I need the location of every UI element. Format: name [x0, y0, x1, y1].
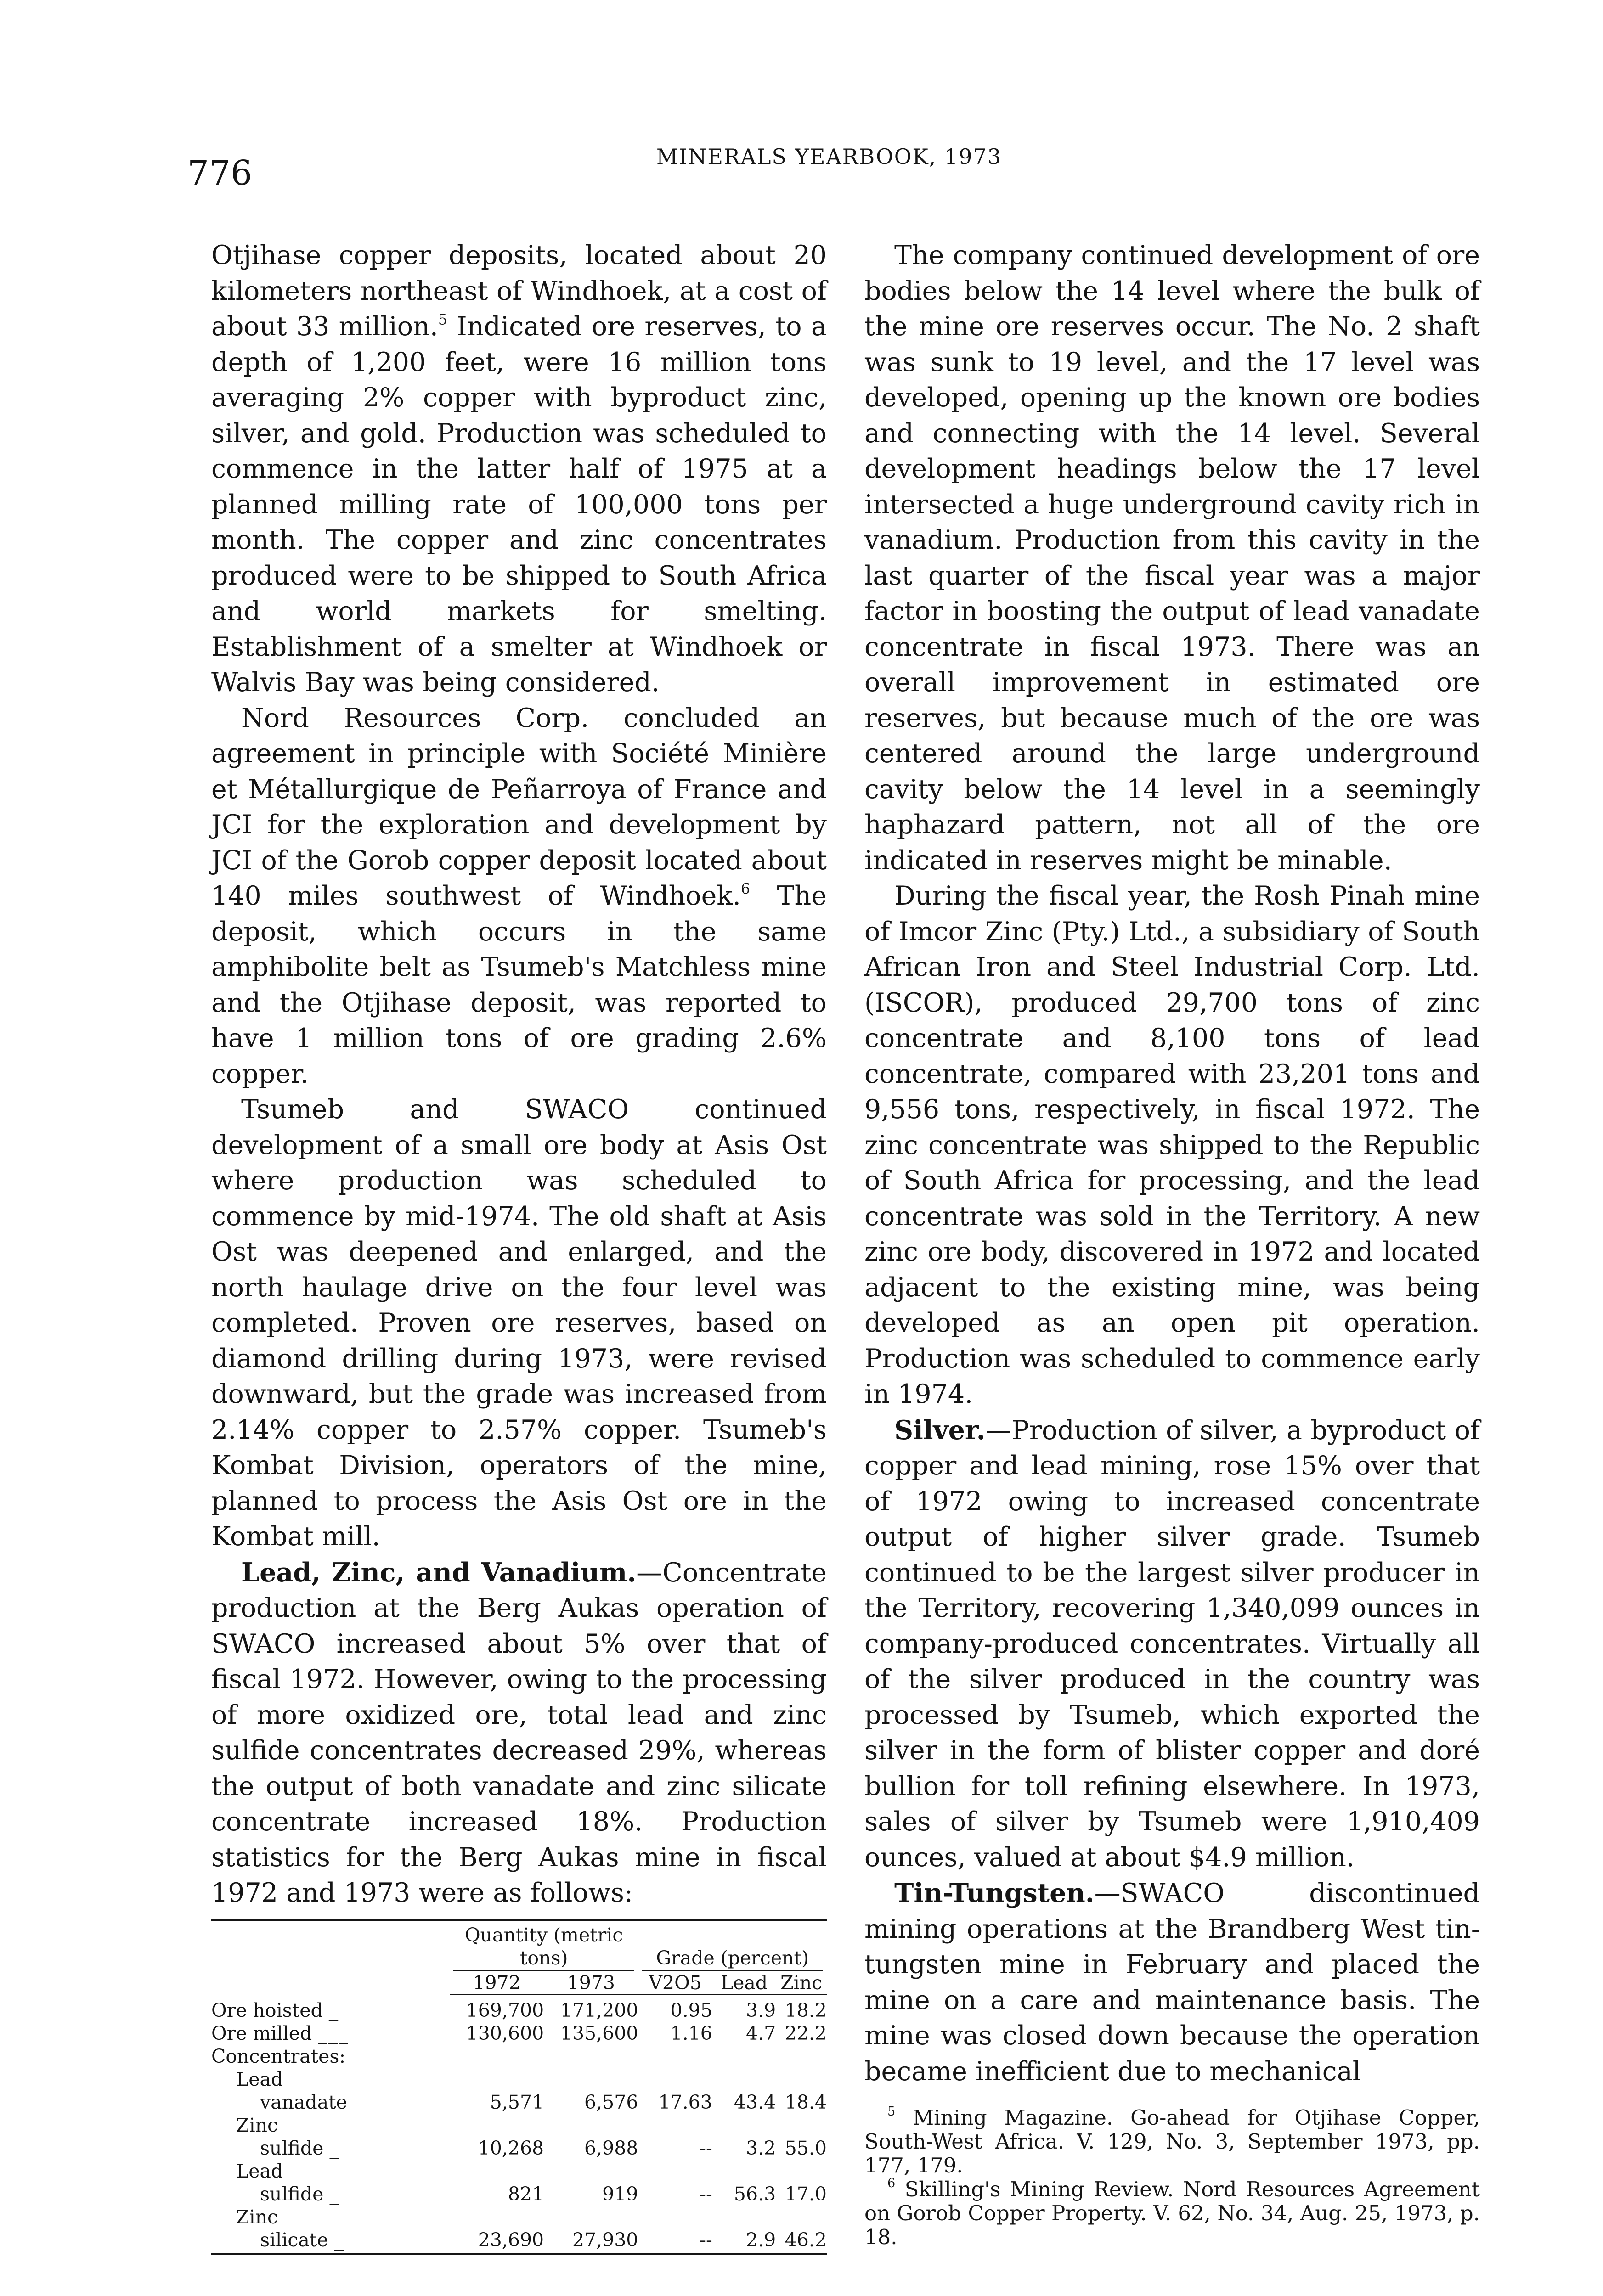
cell-v2o5: 1.16 — [670, 2022, 712, 2044]
paragraph-tin-tungsten — [864, 1875, 1480, 2089]
table-section-row — [211, 2045, 827, 2068]
cell-q1972: 23,690 — [478, 2228, 544, 2251]
row-label-line1: Zinc — [236, 2206, 278, 2228]
footnote-6 — [864, 2178, 1480, 2249]
paragraph-company-development: The company continued development of ore bodies below the 14 level where the bulk of the mine ore reserves occur. The No. 2 shaft was sunk to 19 level, and the 17 level was developed, opening up the known ore bodies and connecting with the 14 level. Several development headings below the 17 level intersected a huge underground cavity rich in vanadium. Production from this cavity in the last quarter of the fiscal year was a major factor in boosting the output of lead vanadate concentrate in fiscal 1973. There was an overall improvement in estimated ore reserves, but because much of the ore was centered around the large underground cavity below the 14 level in a seemingly haphazard pattern, not all of the ore indicated in reserves might be minable. — [864, 240, 1480, 876]
paragraph-rosh-pinah: During the fiscal year, the Rosh Pinah mine of Imcor Zinc (Pty.) Ltd., a subsidiary of South African Iron and Steel Industrial Corp. Ltd. (ISCOR), produced 29,700 tons of zinc concentrate and 8,100 tons of lead concentrate, compared with 23,201 tons and 9,556 tons, respectively, in fiscal 1972. The zinc concentrate was shipped to the Republic of South Africa for processing, and the lead concentrate was sold in the Territory. A new zinc ore body, discovered in 1972 and located adjacent to the existing mine, was being developed as an open pit operation. Production was scheduled to commence early in 1974. — [864, 881, 1480, 1409]
row-label-line1: Lead — [236, 2068, 283, 2090]
table-group-header — [211, 1924, 827, 1971]
cell-q1973: 919 — [602, 2183, 638, 2205]
paragraph-nord-resources — [211, 701, 827, 1092]
table-row — [211, 1995, 827, 2022]
table-row — [211, 2228, 827, 2251]
cell-q1973: 171,200 — [560, 1999, 638, 2021]
footnote-ref: 6 — [741, 881, 750, 898]
paragraph-text: Nord Resources Corp. concluded an agreement in principle with Société Minière et Métallurgique de Peñarroya of France and JCI for the exploration and development by JCI of the Gorob copper deposit located about 140 miles southwest of Windhoek. — [211, 703, 827, 911]
paragraph-text: —Concentrate production at the Berg Aukas operation of SWACO increased about 5% over that of fiscal 1972. However, owing to the processing of more oxidized ore, total lead and zinc sulfide concentrates decreased 29%, whereas the output of both vanadate and zinc silicate concentrate increased 18%. Production statistics for the Berg Aukas mine in fiscal 1972 and 1973 were as follows: — [211, 1557, 827, 1908]
cell-v2o5: 17.63 — [658, 2091, 712, 2113]
paragraph-otjihase — [211, 238, 827, 701]
cell-q1972: 169,700 — [466, 1999, 544, 2021]
cell-lead: 4.7 — [746, 2022, 776, 2044]
cell-zinc: 22.2 — [785, 2022, 827, 2044]
cell-zinc: 18.4 — [785, 2091, 827, 2113]
cell-zinc: 55.0 — [785, 2137, 827, 2159]
table-row-label-top — [211, 2206, 827, 2228]
cell-lead: 56.3 — [734, 2183, 776, 2205]
cell-lead: 3.2 — [746, 2137, 776, 2159]
left-column — [211, 238, 827, 2255]
col-header-zinc: Zinc — [776, 1971, 827, 1995]
table-sub-header — [211, 1971, 827, 1995]
table-row — [211, 2091, 827, 2114]
row-label: silicate _ — [260, 2228, 345, 2251]
production-table — [211, 1924, 827, 2251]
cell-q1972: 821 — [508, 2183, 544, 2205]
paragraph-text: —Production of silver, a byproduct of copper and lead mining, rose 15% over that of 1972 owing to increased concentrate output of higher silver grade. Tsumeb continued to be the largest silver producer in the Territory, recovering 1,340,099 ounces in company-produced concentrates. Virtually all of the silver produced in the country was processed by Tsumeb, which exported the silver in the form of blister copper and doré bullion for toll refining elsewhere. In 1973, sales of silver by Tsumeb were 1,910,409 ounces, valued at about $4.9 million. — [864, 1415, 1480, 1873]
cell-v2o5: -- — [700, 2137, 712, 2159]
row-label: sulfide _ — [260, 2183, 340, 2205]
cell-zinc: 17.0 — [785, 2183, 827, 2205]
col-header-lead: Lead — [712, 1971, 776, 1995]
production-table-block — [211, 1919, 827, 2255]
col-header-1973: 1973 — [544, 1971, 638, 1995]
paragraph-text: —SWACO discontinued mining operations at the Brandberg West tin-tungsten mine in February and placed the mine on a care and maintenance basis. The mine was closed down because the operation became inefficient due to mechanical — [864, 1878, 1480, 2087]
cell-zinc: 46.2 — [785, 2228, 827, 2251]
paragraph-silver — [864, 1412, 1480, 1876]
page-number: 776 — [187, 153, 253, 193]
footnote-marker: 5 — [887, 2104, 896, 2119]
cell-lead: 2.9 — [746, 2228, 776, 2251]
cell-lead: 3.9 — [746, 1999, 776, 2021]
cell-q1973: 6,576 — [584, 2091, 638, 2113]
quantity-group-header: Quantity (metric tons) — [453, 1924, 635, 1971]
footnote-5 — [864, 2106, 1480, 2178]
cell-v2o5: -- — [700, 2183, 712, 2205]
paragraph-lead-zinc-vanadium — [211, 1555, 827, 1911]
table-row — [211, 2022, 827, 2045]
cell-v2o5: 0.95 — [670, 1999, 712, 2021]
paragraph-text: Indicated ore reserves, to a depth of 1,200 feet, were 16 million tons averaging 2% copper with byproduct zinc, silver, and gold. Production was scheduled to commence in the latter half of 1975 at a planned milling rate of 100,000 tons per month. The copper and zinc concentrates produced were to be shipped to South Africa and world markets for smelting. Establishment of a smelter at Windhoek or Walvis Bay was being considered. — [211, 311, 827, 698]
table-row — [211, 2183, 827, 2206]
col-header-v2o5: V2O5 — [638, 1971, 712, 1995]
cell-lead: 43.4 — [734, 2091, 776, 2113]
cell-v2o5: -- — [700, 2228, 712, 2251]
concentrates-label: Concentrates: — [211, 2045, 346, 2067]
row-label: Ore milled ___ — [211, 2022, 349, 2044]
cell-q1972: 5,571 — [490, 2091, 544, 2113]
row-label-line1: Zinc — [236, 2114, 278, 2136]
footnote-ref: 5 — [438, 311, 447, 328]
footnote-marker: 6 — [887, 2176, 896, 2190]
cell-q1972: 130,600 — [466, 2022, 544, 2044]
table-row-label-top — [211, 2068, 827, 2091]
row-label: Ore hoisted _ — [211, 1999, 339, 2021]
cell-zinc: 18.2 — [785, 1999, 827, 2021]
cell-q1973: 6,988 — [584, 2137, 638, 2159]
cell-q1972: 10,268 — [478, 2137, 544, 2159]
table-row-label-top — [211, 2114, 827, 2137]
paragraph-asis-ost: Tsumeb and SWACO continued development of a small ore body at Asis Ost where production was scheduled to commence by mid-1974. The old shaft at Asis Ost was deepened and enlarged, and the north haulage drive on the four level was completed. Proven ore reserves, based on diamond drilling during 1973, were revised downward, but the grade was increased from 2.14% copper to 2.57% copper. Tsumeb's Kombat Division, operators of the mine, planned to process the Asis Ost ore in the Kombat mill. — [211, 1094, 827, 1552]
row-label: sulfide _ — [260, 2137, 340, 2159]
paragraph-text: The deposit, which occurs in the same amphibolite belt as Tsumeb's Matchless mine and the Otjihase deposit, was reported to have 1 million tons of ore grading 2.6% copper. — [211, 881, 827, 1089]
right-column — [864, 238, 1480, 2249]
section-heading: Silver. — [894, 1414, 986, 1446]
cell-q1973: 135,600 — [560, 2022, 638, 2044]
table-row — [211, 2137, 827, 2160]
footnote-text: Skilling's Mining Review. Nord Resources Agreement on Gorob Copper Property. V. 62, No. 34, Aug. 25, 1973, p. 18. — [864, 2177, 1480, 2249]
cell-q1973: 27,930 — [572, 2228, 638, 2251]
col-header-1972: 1972 — [450, 1971, 544, 1995]
section-heading: Lead, Zinc, and Vanadium. — [241, 1557, 637, 1588]
running-head: MINERALS YEARBOOK, 1973 — [656, 144, 1002, 169]
row-label-line1: Lead — [236, 2160, 283, 2182]
grade-group-header: Grade (percent) — [642, 1947, 823, 1971]
footnote-text: Mining Magazine. Go-ahead for Otjihase Copper, South-West Africa. V. 129, No. 3, September 1973, pp. 177, 179. — [864, 2105, 1480, 2178]
table-row-label-top — [211, 2160, 827, 2183]
paragraph-text: Otjihase copper deposits, located about 20 kilometers northeast of Windhoek, at a cost of about 33 million. — [211, 240, 827, 342]
row-label: vanadate — [260, 2091, 347, 2113]
section-heading: Tin-Tungsten. — [894, 1878, 1095, 1908]
